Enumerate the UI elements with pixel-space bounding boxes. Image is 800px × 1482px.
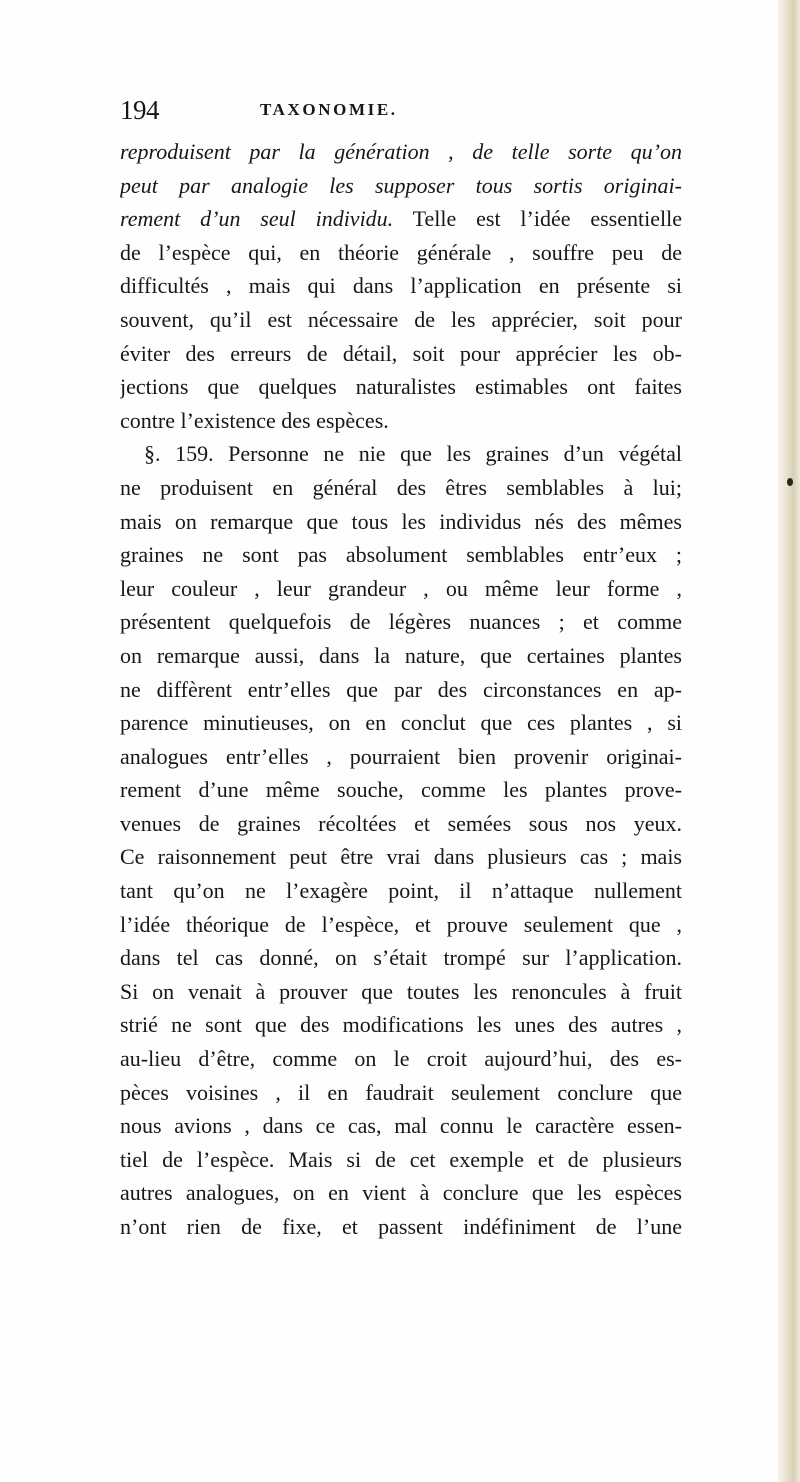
text-segment: difficultés , mais qui dans l’application en présente si bbox=[120, 273, 682, 299]
text-line bbox=[120, 572, 682, 606]
text-segment: Ce raisonnement peut être vrai dans plusieurs cas ; mais bbox=[120, 844, 682, 870]
text-line bbox=[120, 1176, 682, 1210]
text-segment: l’idée théorique de l’espèce, et prouve seulement que , bbox=[120, 911, 682, 937]
text-line bbox=[120, 370, 682, 404]
italic-text: peut par analogie les supposer tous sortis originai- bbox=[120, 172, 682, 198]
text-line bbox=[120, 303, 682, 337]
text-line bbox=[120, 236, 682, 270]
text-segment: de l’espèce qui, en théorie générale , souffre peu de bbox=[120, 239, 682, 265]
text-line bbox=[120, 639, 682, 673]
text-segment: n’ont rien de fixe, et passent indéfiniment de l’une bbox=[120, 1214, 682, 1239]
text-segment: nous avions , dans ce cas, mal connu le caractère essen- bbox=[120, 1113, 682, 1139]
text-segment: strié ne sont que des modifications les unes des autres , bbox=[120, 1012, 682, 1038]
text-segment: leur couleur , leur grandeur , ou même leur forme , bbox=[120, 575, 682, 601]
text-segment: tant qu’on ne l’exagère point, il n’attaque nullement bbox=[120, 878, 682, 904]
running-title: TAXONOMIE. bbox=[260, 100, 398, 119]
text-line bbox=[120, 169, 682, 203]
ink-spot bbox=[787, 478, 793, 486]
page-edge-shadow bbox=[778, 0, 800, 1482]
text-segment: venues de graines récoltées et semées sous nos yeux. bbox=[120, 810, 682, 836]
text-line bbox=[120, 1109, 682, 1143]
text-line bbox=[120, 975, 682, 1009]
text-line bbox=[120, 404, 682, 438]
page-number: 194 bbox=[120, 95, 159, 125]
text-line bbox=[120, 807, 682, 841]
text-segment: rement d’une même souche, comme les plantes prove- bbox=[120, 777, 682, 803]
text-line bbox=[120, 673, 682, 707]
text-line bbox=[120, 840, 682, 874]
text-segment: graines ne sont pas absolument semblables entr’eux ; bbox=[120, 542, 682, 568]
text-segment: ne diffèrent entr’elles que par des circonstances en ap- bbox=[120, 676, 682, 702]
italic-text: rement d’un seul individu. bbox=[120, 206, 394, 232]
text-line bbox=[120, 1076, 682, 1110]
text-segment: jections que quelques naturalistes estimables ont faites bbox=[120, 374, 682, 400]
text-segment: analogues entr’elles , pourraient bien provenir originai- bbox=[120, 743, 682, 769]
text-segment: autres analogues, on en vient à conclure que les espèces bbox=[120, 1180, 682, 1206]
running-head bbox=[120, 96, 680, 124]
text-line bbox=[120, 1008, 682, 1042]
text-segment: on remarque aussi, dans la nature, que certaines plantes bbox=[120, 642, 682, 668]
text-segment: éviter des erreurs de détail, soit pour apprécier les ob- bbox=[120, 340, 682, 366]
text-segment: présentent quelquefois de légères nuances ; et comme bbox=[120, 609, 682, 635]
text-segment: mais on remarque que tous les individus nés des mêmes bbox=[120, 508, 682, 534]
italic-text: reproduisent par la génération , de telle sorte qu’on bbox=[120, 139, 682, 164]
text-segment: tiel de l’espèce. Mais si de cet exemple et de plusieurs bbox=[120, 1146, 682, 1172]
text-line bbox=[120, 471, 682, 505]
text-line bbox=[120, 202, 682, 236]
text-segment: parence minutieuses, on en conclut que ces plantes , si bbox=[120, 710, 682, 736]
text-line bbox=[120, 874, 682, 908]
text-segment: souvent, qu’il est nécessaire de les apprécier, soit pour bbox=[120, 306, 682, 332]
text-line bbox=[120, 337, 682, 371]
text-line bbox=[120, 538, 682, 572]
text-segment: pèces voisines , il en faudrait seulement conclure que bbox=[120, 1079, 682, 1105]
text-line bbox=[120, 269, 682, 303]
body-text bbox=[120, 135, 682, 1244]
text-line bbox=[120, 941, 682, 975]
text-line bbox=[120, 706, 682, 740]
text-line bbox=[120, 437, 682, 471]
text-line bbox=[120, 908, 682, 942]
text-line bbox=[120, 135, 682, 169]
text-segment: §. 159. Personne ne nie que les graines d’un végétal bbox=[144, 441, 682, 467]
text-line bbox=[120, 505, 682, 539]
text-line bbox=[120, 1210, 682, 1244]
text-segment: Telle est l’idée essentielle bbox=[393, 206, 682, 232]
text-line bbox=[120, 1042, 682, 1076]
text-segment: Si on venait à prouver que toutes les renoncules à fruit bbox=[120, 978, 682, 1004]
text-line bbox=[120, 1143, 682, 1177]
text-segment: ne produisent en général des êtres semblables à lui; bbox=[120, 474, 682, 500]
text-line bbox=[120, 740, 682, 774]
text-segment: contre l’existence des espèces. bbox=[120, 407, 389, 433]
text-line bbox=[120, 605, 682, 639]
text-segment: dans tel cas donné, on s’était trompé sur l’application. bbox=[120, 945, 682, 971]
text-segment: au-lieu d’être, comme on le croit aujourd’hui, des es- bbox=[120, 1046, 682, 1072]
text-line bbox=[120, 773, 682, 807]
